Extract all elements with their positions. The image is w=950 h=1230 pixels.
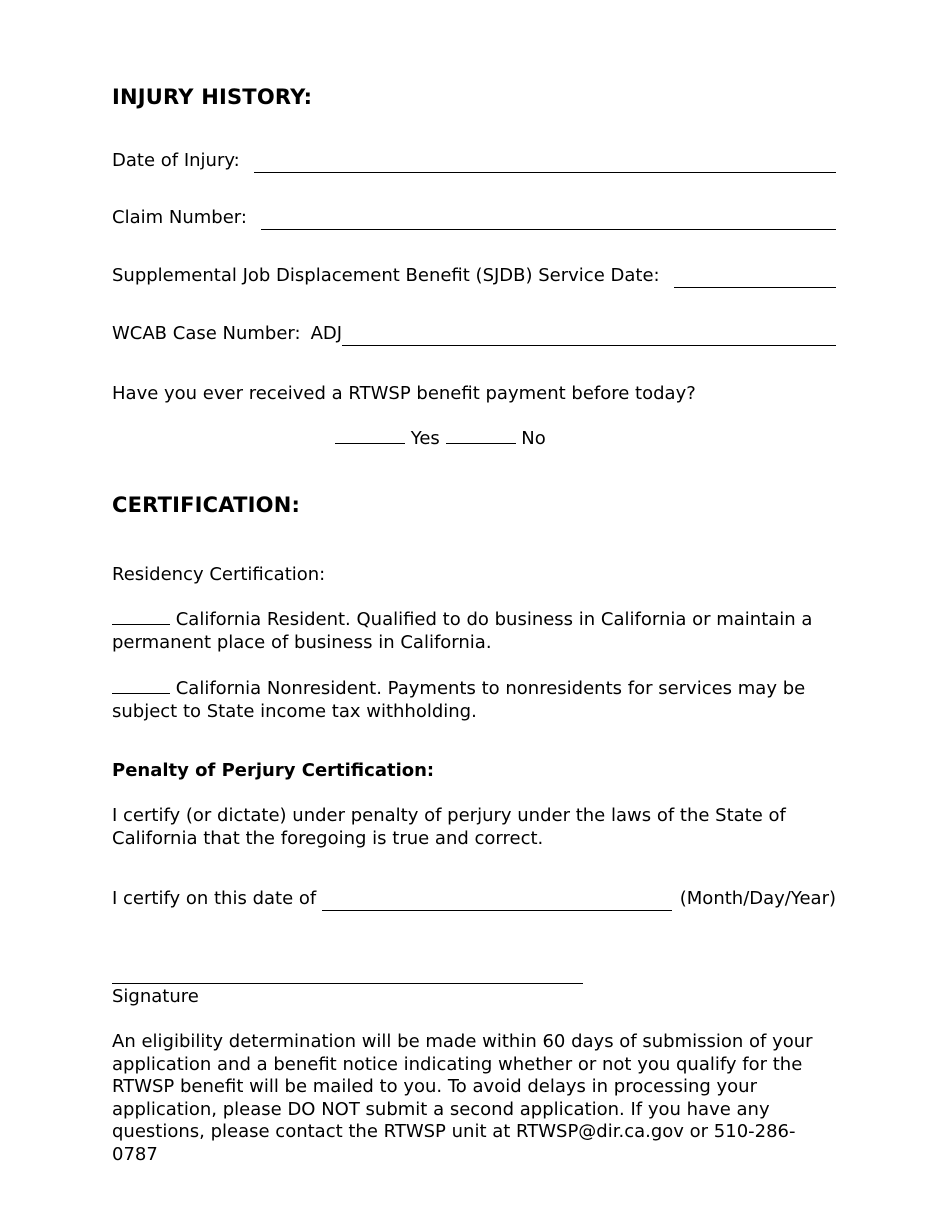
yes-blank[interactable]	[335, 429, 405, 444]
certification-heading: CERTIFICATION:	[112, 493, 301, 517]
perjury-statement: I certify (or dictate) under penalty of perjury under the laws of the State of California that the foregoing is true and correct.	[112, 805, 786, 849]
nonresident-option	[112, 678, 836, 723]
no-label: No	[521, 428, 546, 449]
rtwsp-question: Have you ever received a RTWSP benefit payment before today?	[112, 383, 696, 404]
claim-number-blank[interactable]	[261, 205, 836, 230]
sjdb-service-date-row	[112, 264, 836, 288]
date-of-injury-label: Date of Injury:	[112, 150, 240, 171]
rtwsp-answer-row	[335, 428, 546, 451]
residency-certification-label: Residency Certification:	[112, 564, 326, 585]
nonresident-text: California Nonresident. Payments to nonresidents for services may be subject to State income tax withholding.	[112, 678, 806, 722]
certify-date-blank[interactable]	[322, 886, 672, 911]
sjdb-service-date-blank[interactable]	[674, 263, 836, 288]
certify-date-label: I certify on this date of	[112, 888, 317, 909]
nonresident-blank[interactable]	[112, 679, 170, 694]
yes-label: Yes	[410, 428, 440, 449]
eligibility-notice: An eligibility determination will be made within 60 days of submission of your application and a benefit notice indicating whether or not you qualify for the RTWSP benefit will be mailed to you. To avoid delays in processing your application, please DO NOT submit a second application. If you have any questions, please contact the RTWSP unit at RTWSP@dir.ca.gov or 510-286-0787	[112, 1031, 813, 1165]
wcab-case-number-blank[interactable]	[342, 321, 836, 346]
form-page	[112, 0, 836, 1230]
resident-text: California Resident. Qualified to do business in California or maintain a permanent place of business in California.	[112, 609, 813, 653]
claim-number-label: Claim Number:	[112, 207, 247, 228]
resident-blank[interactable]	[112, 610, 170, 625]
signature-label: Signature	[112, 986, 199, 1007]
date-of-injury-blank[interactable]	[254, 148, 836, 173]
no-blank[interactable]	[446, 429, 516, 444]
date-format-hint: (Month/Day/Year)	[679, 888, 836, 909]
wcab-case-number-label: WCAB Case Number:	[112, 323, 301, 344]
wcab-prefix: ADJ	[310, 323, 343, 344]
sjdb-service-date-label: Supplemental Job Displacement Benefit (SJDB) Service Date:	[112, 265, 660, 286]
date-of-injury-row	[112, 149, 836, 173]
certify-date-row	[112, 887, 836, 911]
wcab-case-number-row	[112, 322, 836, 346]
signature-line[interactable]	[112, 983, 583, 984]
resident-option	[112, 609, 836, 654]
perjury-heading: Penalty of Perjury Certification:	[112, 760, 435, 781]
injury-history-heading: INJURY HISTORY:	[112, 85, 313, 109]
claim-number-row	[112, 206, 836, 230]
